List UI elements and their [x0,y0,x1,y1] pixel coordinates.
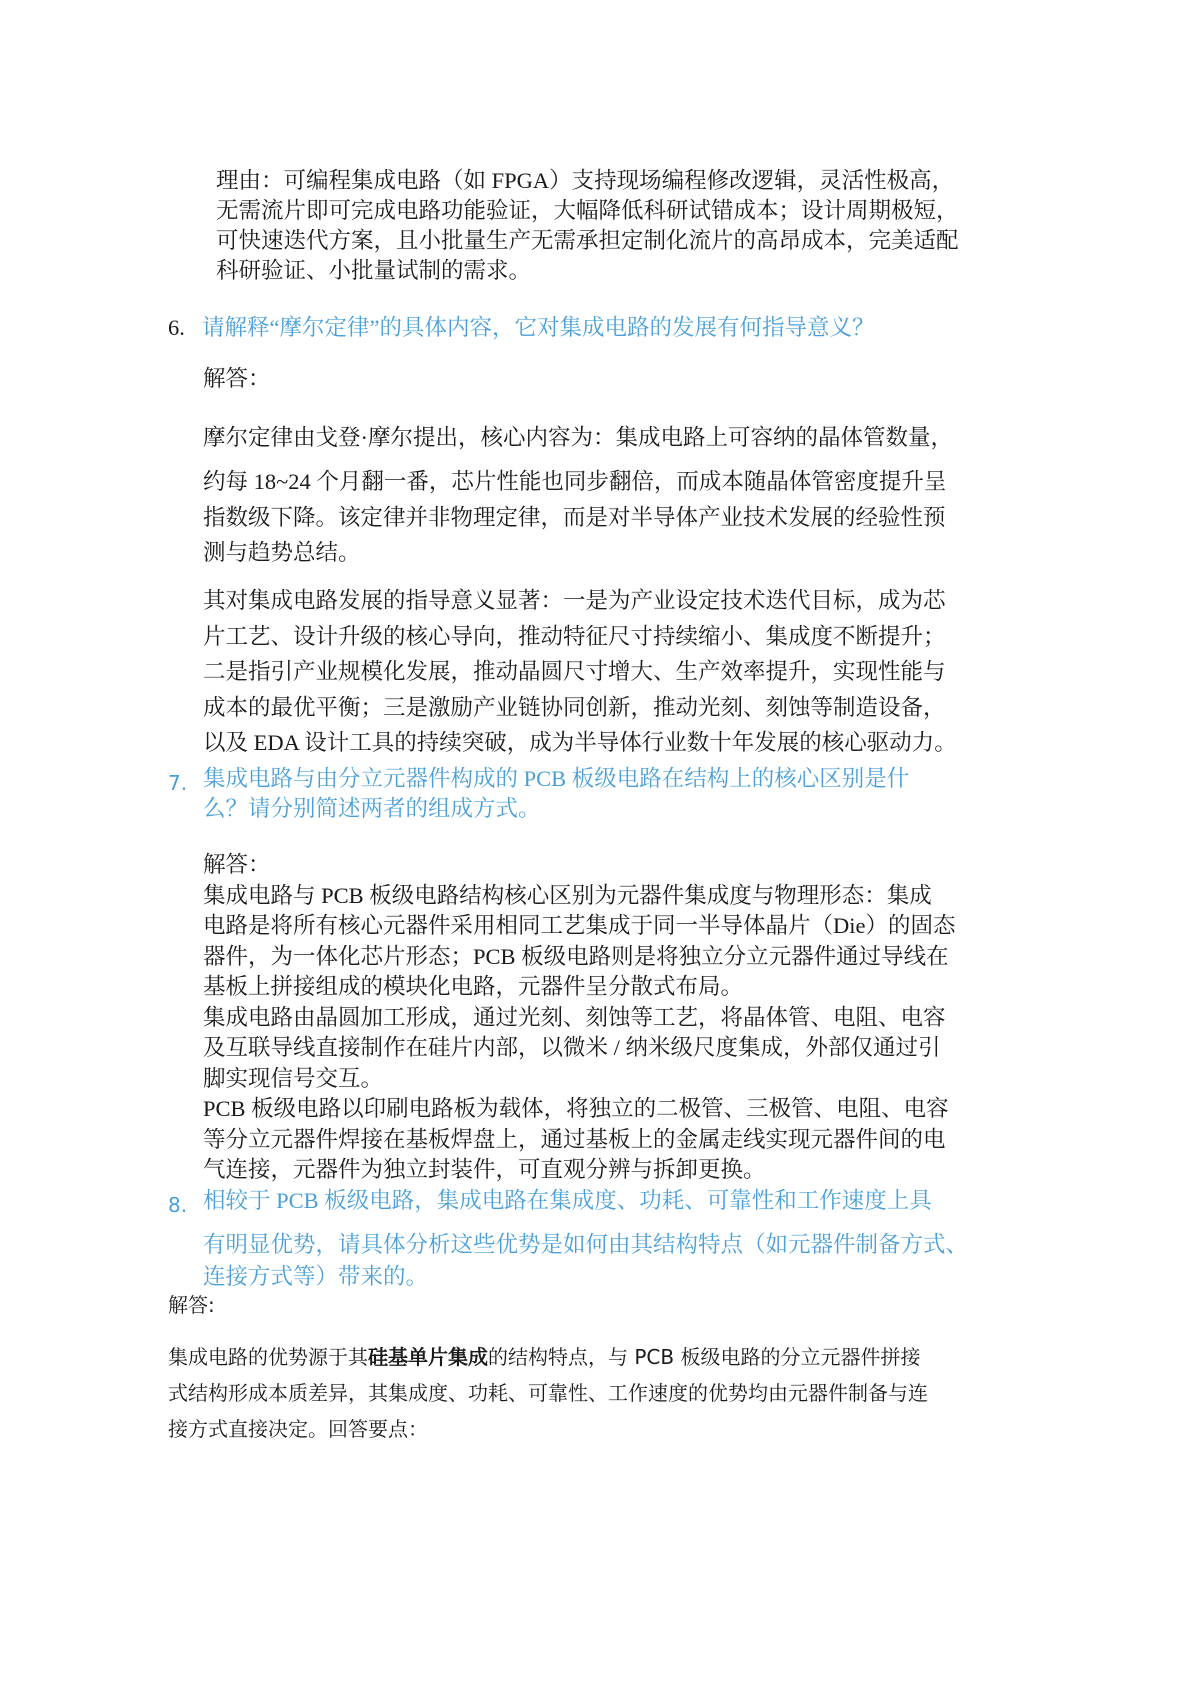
answer-line: 集成电路由晶圆加工形成，通过光刻、刻蚀等工艺，将晶体管、电阻、电容 [203,1004,946,1030]
answer-emphasis: 硅基单片集成 [368,1345,488,1369]
question-7-answer [203,850,956,1186]
question-7-number: 7. [168,771,188,795]
question-line: 连接方式等）带来的。 [203,1264,429,1289]
answer-line: 测与趋势总结。 [203,540,361,565]
question-8-number: 8. [168,1193,188,1217]
answer-line: 电路是将所有核心元器件采用相同工艺集成于同一半导体晶片（Die）的固态 [203,913,956,938]
reason-paragraph [216,166,959,286]
answer-text: 集成电路的优势源于其 [168,1345,368,1369]
reason-line: 理由：可编程集成电路（如 FPGA）支持现场编程修改逻辑，灵活性极高， [216,168,955,193]
answer-line: 其对集成电路发展的指导意义显著：一是为产业设定技术迭代目标，成为芯 [203,588,946,613]
answer-line: PCB 板级电路以印刷电路板为载体，将独立的二极管、三极管、电阻、电容 [203,1096,949,1121]
answer-line: 片工艺、设计升级的核心导向，推动特征尺寸持续缩小、集成度不断提升； [203,623,946,649]
answer-line: 及互联导线直接制作在硅片内部，以微米 / 纳米级尺度集成，外部仅通过引 [203,1035,941,1060]
answer-line: 等分立元器件焊接在基板焊盘上，通过基板上的金属走线实现元器件间的电 [203,1126,946,1152]
question-line: 集成电路与由分立元器件构成的 PCB 板级电路在结构上的核心区别是什 [203,766,910,791]
question-6-text: 请解释“摩尔定律”的具体内容，它对集成电路的发展有何指导意义？ [202,315,875,340]
answer-line: 约每 18~24 个月翻一番，芯片性能也同步翻倍，而成本随晶体管密度提升呈 [203,469,947,494]
answer-line: 集成电路与 PCB 板级电路结构核心区别为元器件集成度与物理形态：集成 [203,882,932,908]
answer-line: 以及 EDA 设计工具的持续突破，成为半导体行业数十年发展的核心驱动力。 [203,730,957,755]
answer-label: 解答： [203,852,271,877]
answer-line: 接方式直接决定。回答要点： [168,1417,428,1441]
answer-text: 的结构特点，与 PCB 板级电路的分立元器件拼接 [488,1345,921,1369]
question-6 [168,313,874,343]
question-6-answer-paragraph-2 [203,583,957,761]
question-line: 有明显优势，请具体分析这些优势是如何由其结构特点（如元器件制备方式、 [203,1232,969,1257]
question-6-answer-paragraph-1 [203,422,953,572]
question-line: 么？请分别简述两者的组成方式。 [203,796,541,821]
reason-line: 科研验证、小批量试制的需求。 [216,258,532,283]
answer-line [168,1339,928,1375]
answer-line: 摩尔定律由戈登·摩尔提出，核心内容为：集成电路上可容纳的晶体管数量， [203,425,953,450]
question-6-answer-label: 解答： [203,366,271,391]
question-line: 相较于 PCB 板级电路，集成电路在集成度、功耗、可靠性和工作速度上具 [203,1188,932,1213]
answer-line: 基板上拼接组成的模块化电路，元器件呈分散式布局。 [203,974,744,999]
answer-line: 脚实现信号交互。 [203,1065,384,1091]
answer-line: 气连接，元器件为独立封装件，可直观分辨与拆卸更换。 [203,1157,766,1182]
answer-line: 器件，为一体化芯片形态；PCB 板级电路则是将独立分立元器件通过导线在 [203,943,949,969]
reason-line: 可快速迭代方案，且小批量生产无需承担定制化流片的高昂成本，完美适配 [216,228,959,253]
question-8-text [203,1186,968,1292]
answer-line: 式结构形成本质差异，其集成度、功耗、可靠性、工作速度的优势均由元器件制备与连 [168,1381,928,1405]
answer-line: 成本的最优平衡；三是激励产业链协同创新，推动光刻、刻蚀等制造设备， [203,694,946,720]
question-7-text [203,764,909,824]
answer-line: 指数级下降。该定律并非物理定律，而是对半导体产业技术发展的经验性预 [203,505,946,530]
answer-line: 二是指引产业规模化发展，推动晶圆尺寸增大、生产效率提升，实现性能与 [203,659,946,684]
question-8-answer-label: 解答: [168,1293,215,1317]
question-8-answer-paragraph [168,1339,928,1447]
question-6-number: 6. [168,315,185,340]
reason-line: 无需流片即可完成电路功能验证，大幅降低科研试错成本；设计周期极短， [216,198,959,223]
